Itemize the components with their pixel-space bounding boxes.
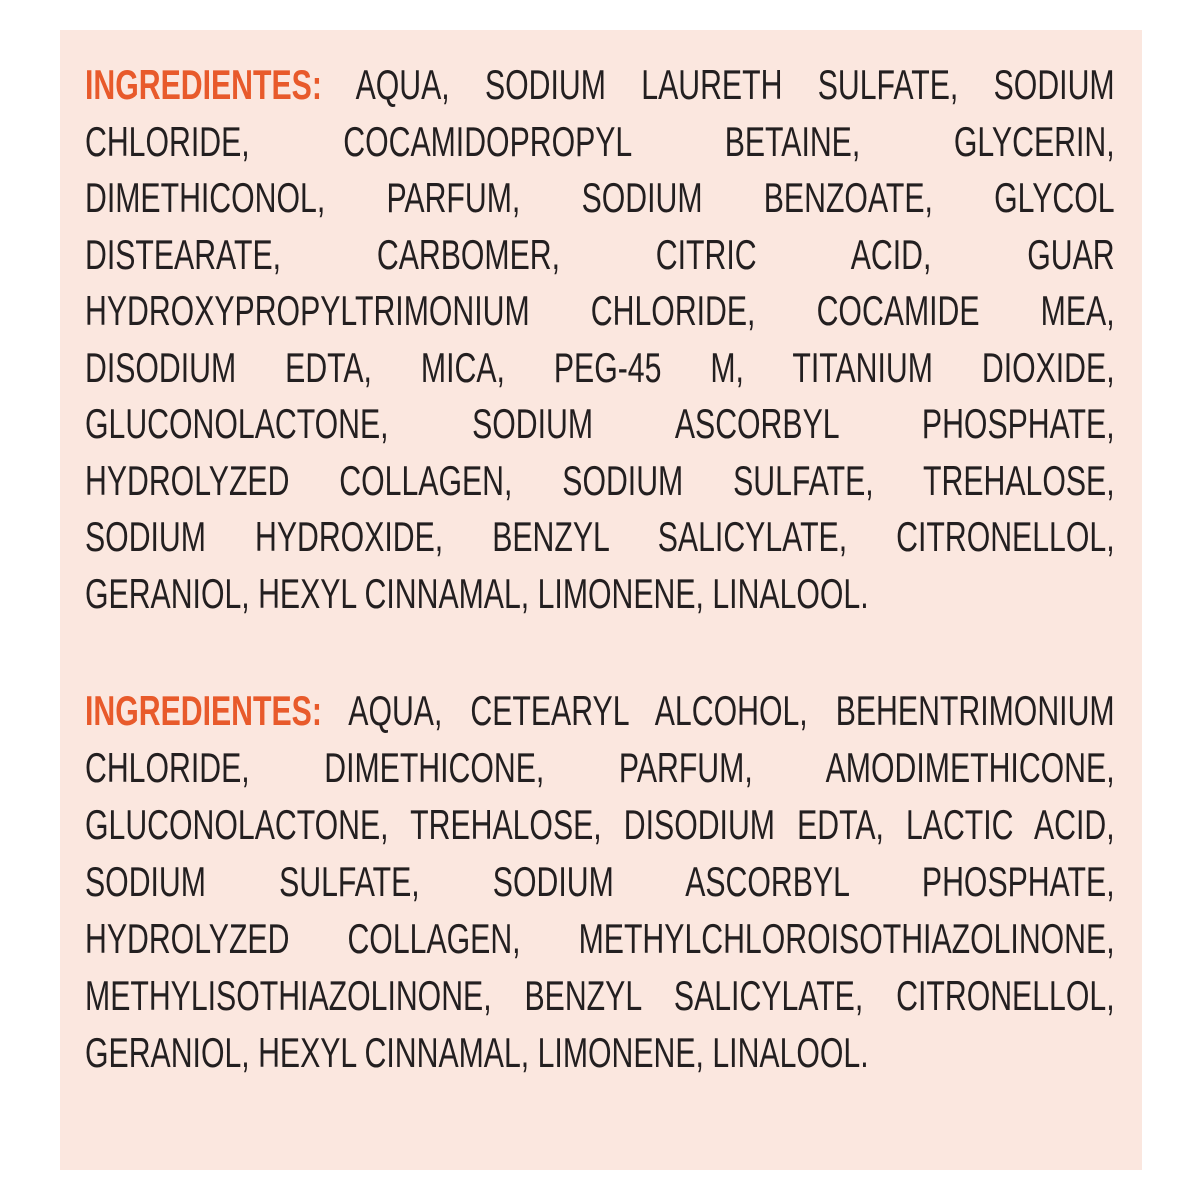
ingredients-line: HYDROLYZED COLLAGEN, SODIUM SULFATE, TREHALOSE,	[85, 456, 1115, 504]
ingredients-line: DISTEARATE, CARBOMER, CITRIC ACID, GUAR	[85, 230, 1115, 278]
ingredients-line: CHLORIDE, COCAMIDOPROPYL BETAINE, GLYCERIN,	[85, 117, 1115, 165]
ingredients-block-1	[85, 57, 1115, 622]
ingredients-line: SODIUM HYDROXIDE, BENZYL SALICYLATE, CITRONELLOL,	[85, 513, 1115, 560]
ingredients-line: INGREDIENTES: AQUA, CETEARYL ALCOHOL, BEHENTRIMONIUM	[85, 687, 1115, 734]
ingredients-panel	[60, 30, 1142, 1170]
ingredients-line: HYDROXYPROPYLTRIMONIUM CHLORIDE, COCAMIDE MEA,	[85, 287, 1115, 334]
ingredients-label: INGREDIENTES:	[85, 687, 322, 734]
ingredients-line: METHYLISOTHIAZOLINONE, BENZYL SALICYLATE, CITRONELLOL,	[85, 972, 1115, 1019]
ingredients-line: GLUCONOLACTONE, TREHALOSE, DISODIUM EDTA, LACTIC ACID,	[85, 801, 1115, 848]
ingredients-block-2	[85, 682, 1115, 1081]
ingredients-line: DISODIUM EDTA, MICA, PEG-45 M, TITANIUM DIOXIDE,	[85, 343, 1115, 391]
ingredients-line: GERANIOL, HEXYL CINNAMAL, LIMONENE, LINALOOL.	[85, 1029, 869, 1076]
ingredients-line: HYDROLYZED COLLAGEN, METHYLCHLOROISOTHIAZOLINONE,	[85, 915, 1115, 962]
ingredients-line: CHLORIDE, DIMETHICONE, PARFUM, AMODIMETHICONE,	[85, 744, 1115, 791]
ingredients-label: INGREDIENTES:	[85, 61, 322, 108]
ingredients-line: GERANIOL, HEXYL CINNAMAL, LIMONENE, LINALOOL.	[85, 569, 869, 617]
ingredients-line: DIMETHICONOL, PARFUM, SODIUM BENZOATE, GLYCOL	[85, 174, 1115, 221]
ingredients-line: SODIUM SULFATE, SODIUM ASCORBYL PHOSPHATE,	[85, 858, 1115, 905]
ingredients-line: INGREDIENTES: AQUA, SODIUM LAURETH SULFATE, SODIUM	[85, 61, 1115, 108]
ingredients-line: GLUCONOLACTONE, SODIUM ASCORBYL PHOSPHATE,	[85, 400, 1115, 447]
